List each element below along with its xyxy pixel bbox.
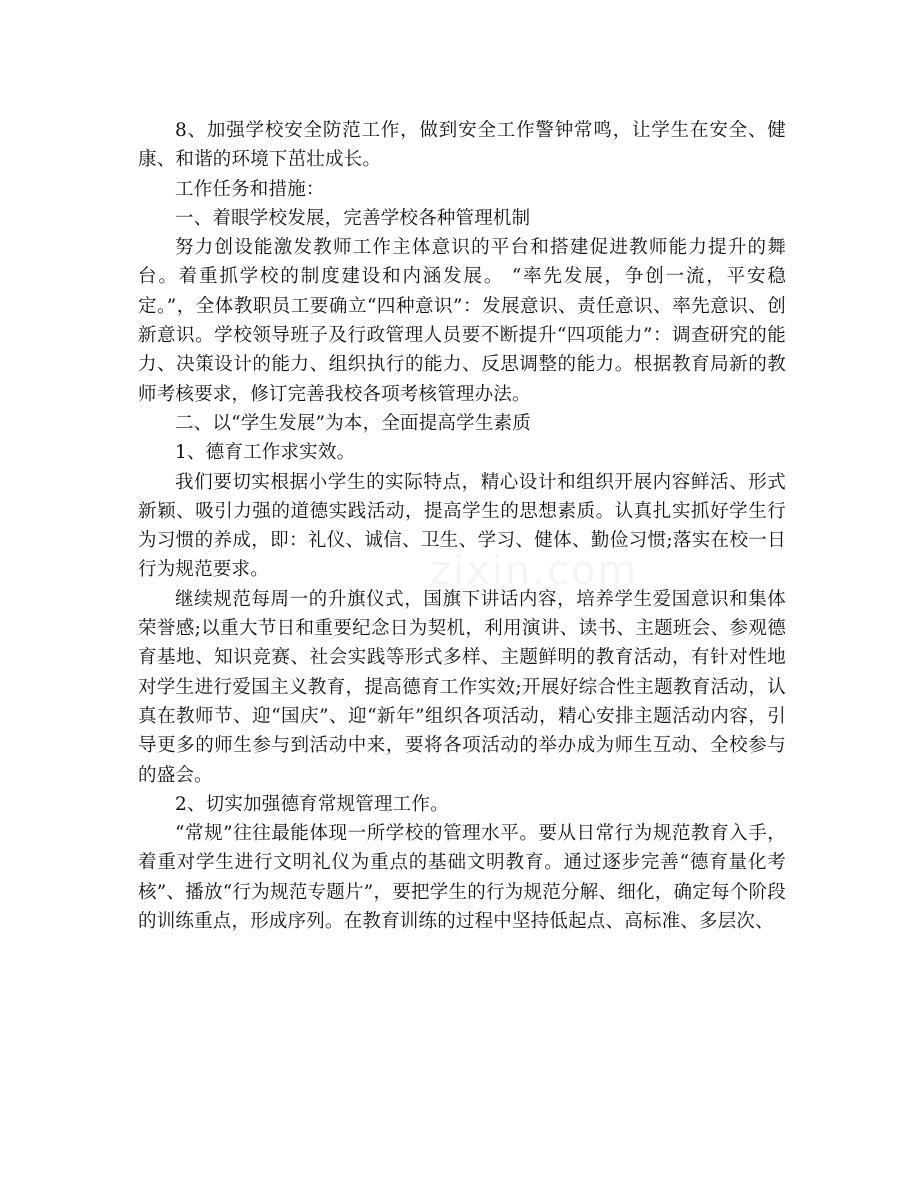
paragraph-flag-ceremony: 继续规范每周一的升旗仪式，国旗下讲话内容，培养学生爱国意识和集体荣誉感;以重大节日和重要纪念日为契机，利用演讲、读书、主题班会、参观德育基地、知识竞赛、社会实践等形式多样、主题鲜明的教育活动，有针对性地对学生进行爱国主义教育，提高德育工作实效;开展好综合性主题教育活动，认真在教师节、迎“国庆”、迎“新年”组织各项活动，精心安排主题活动内容，引导更多的师生参与到活动中来，要将各项活动的举办成为师生互动、全校参与的盛会。 <box>138 588 786 786</box>
section-heading-2: 二、以“学生发展”为本，全面提高学生素质 <box>175 412 531 434</box>
paragraph-practice-activities: 我们要切实根据小学生的实际特点，精心设计和组织开展内容鲜活、形式新颖、吸引力强的道德实践活动，提高学生的思想素质。认真扎实抓好学生行为习惯的养成，即：礼仪、诚信、卫生、学习、健体、勤俭习惯;落实在校一日行为规范要求。 <box>138 471 786 581</box>
document-body <box>138 116 786 936</box>
paragraph-routine: “常规”往往最能体现一所学校的管理水平。要从日常行为规范教育入手，着重对学生进行文明礼仪为重点的基础文明教育。通过逐步完善“德育量化考核”、播放“行为规范专题片”，要把学生的行为规范分解、细化，确定每个阶段的训练重点，形成序列。在教育训练的过程中坚持低起点、高标准、多层次、 <box>138 823 786 933</box>
subheading-routine-management: 2、切实加强德育常规管理工作。 <box>175 793 449 815</box>
subheading-moral-education: 1、德育工作求实效。 <box>175 442 356 464</box>
paragraph-management: 努力创设能激发教师工作主体意识的平台和搭建促进教师能力提升的舞台。着重抓学校的制度建设和内涵发展。 “率先发展，争创一流，平安稳定。”，全体教职员工要确立“四种意识”：发展意识、责任意识、率先意识、创新意识。学校领导班子及行政管理人员要不断提升“四项能力”：调查研究的能力、决策设计的能力、组织执行的能力、反思调整的能力。根据教育局新的教师考核要求，修订完善我校各项考核管理办法。 <box>138 237 786 405</box>
section-heading-1: 一、着眼学校发展，完善学校各种管理机制 <box>175 207 531 229</box>
watermark: zixin.com <box>430 548 639 594</box>
paragraph-tasks-heading: 工作任务和措施： <box>175 178 325 200</box>
paragraph-safety: 8、加强学校安全防范工作，做到安全工作警钟常鸣，让学生在安全、健康、和谐的环境下茁壮成长。 <box>138 120 786 171</box>
